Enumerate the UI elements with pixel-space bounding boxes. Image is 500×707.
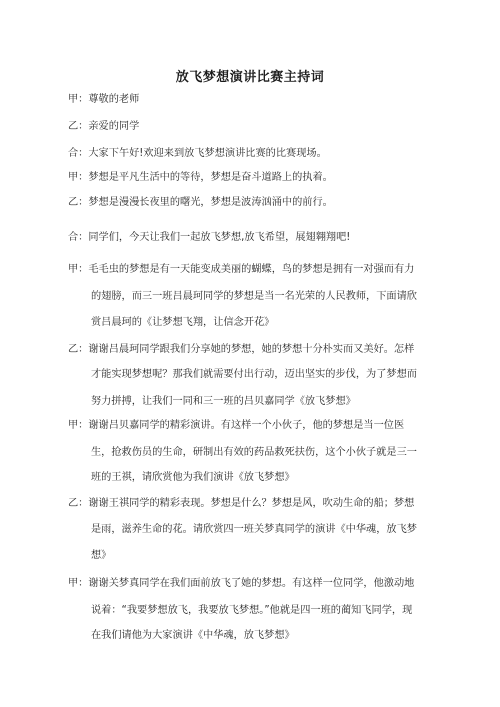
- script-line: 甲：尊敬的老师: [68, 94, 140, 105]
- script-line: 乙：亲爱的同学: [68, 121, 140, 132]
- script-line: 甲：谢谢吕贝嘉同学的精彩演讲。有这样一个小伙子，他的梦想是当一位医: [68, 420, 405, 431]
- script-line-continued: 班的王祺，请欣赏他为我们演讲《放飞梦想》: [91, 472, 295, 483]
- script-line: 甲：毛毛虫的梦想是有一天能变成美丽的蝴蝶，鸟的梦想是拥有一对强而有力: [68, 264, 415, 275]
- script-line: 甲：谢谢关梦真同学在我们面前放飞了她的梦想。有这样一位同学，他激动地: [68, 578, 415, 589]
- script-line: 乙：谢谢吕晨珂同学跟我们分享她的梦想，她的梦想十分朴实而又美好。怎样: [68, 344, 415, 355]
- script-line-continued: 想》: [91, 550, 112, 561]
- script-line: 甲：梦想是平凡生活中的等待，梦想是奋斗道路上的执着。: [68, 172, 333, 183]
- script-line: 合：大家下午好!欢迎来到放飞梦想演讲比赛的比赛现场。: [68, 148, 327, 159]
- script-line-continued: 才能实现梦想呢？那我们就需要付出行动，迈出坚实的步伐，为了梦想而: [91, 369, 417, 380]
- script-line-continued: 是雨，滋养生命的花。请欣赏四一班关梦真同学的演讲《中华魂，放飞梦: [91, 524, 417, 535]
- script-line: 合：同学们，今天让我们一起放飞梦想,放飞希望，展翅翱翔吧!: [68, 232, 351, 243]
- document-title: 放飞梦想演讲比赛主持词: [175, 70, 325, 85]
- script-line-continued: 生，抢救伤员的生命，研制出有效的药品救死扶伤，这个小伙子就是三一: [91, 447, 417, 458]
- script-line: 乙：谢谢王祺同学的精彩表现。梦想是什么？梦想是风，吹动生命的船；梦想: [68, 498, 415, 509]
- script-line: 乙：梦想是漫漫长夜里的曙光，梦想是波涛汹涌中的前行。: [68, 197, 333, 208]
- script-line-continued: 在我们请他为大家演讲《中华魂，放飞梦想》: [91, 630, 295, 641]
- script-line-continued: 说着：“我要梦想放飞，我要放飞梦想。”他就是四一班的蔺知飞同学，现: [91, 605, 413, 616]
- script-line-continued: 努力拼搏，让我们一同和三一班的吕贝嘉同学《放飞梦想》: [91, 396, 356, 407]
- script-line-continued: 的翅膀，而三一班吕晨珂同学的梦想是当一名光荣的人民教师，下面请欣: [91, 291, 417, 302]
- script-line-continued: 赏吕晨珂的《让梦想飞翔，让信念开花》: [91, 317, 275, 328]
